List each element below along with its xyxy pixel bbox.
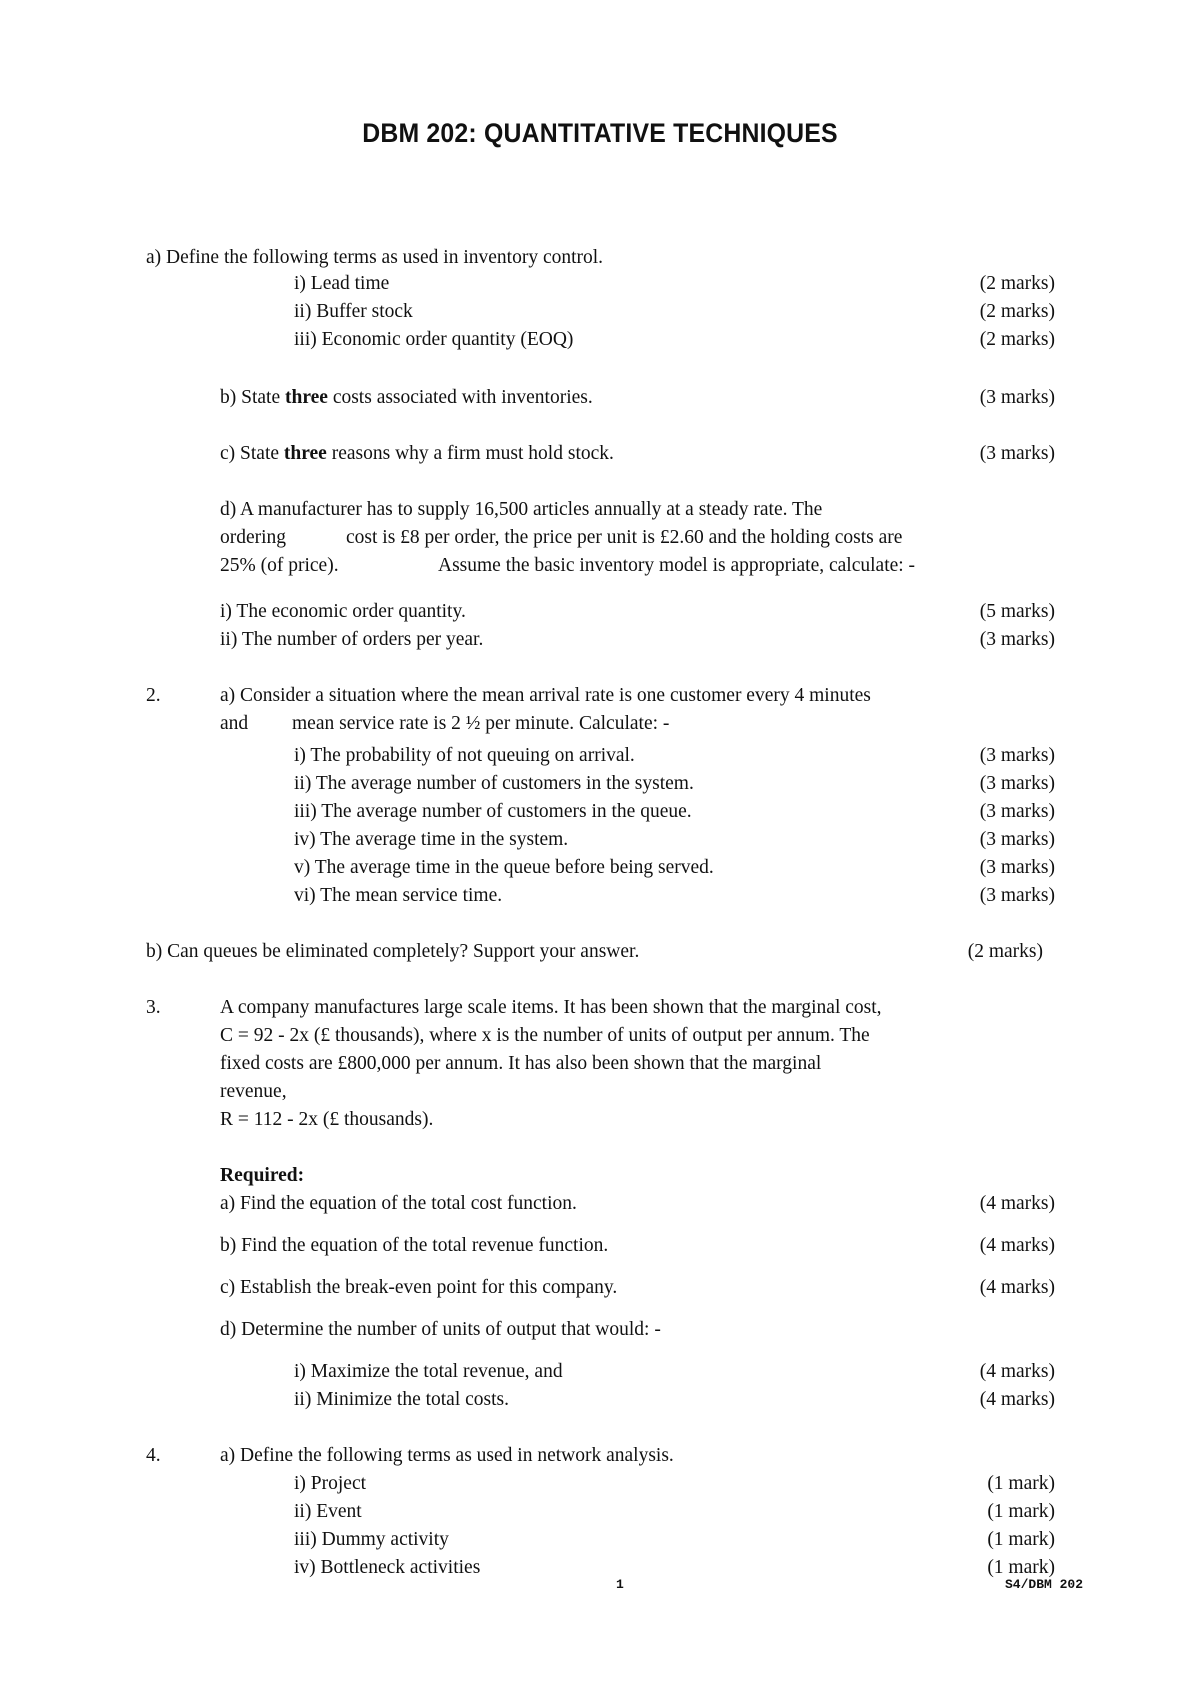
q2-a-line2b: mean service rate is 2 ½ per minute. Calculate: - — [292, 713, 670, 734]
q2-a-item-1-marks: (3 marks) — [979, 745, 1055, 766]
q2-a-item-2: ii) The average number of customers in the system. — [294, 773, 694, 794]
q1-b-post: costs associated with inventories. — [327, 387, 593, 408]
page-number: 1 — [616, 1577, 624, 1592]
q3-item-b-marks: (4 marks) — [979, 1235, 1055, 1256]
q2-a-item-6-marks: (3 marks) — [979, 885, 1055, 906]
q4-a-item-1: i) Project — [294, 1473, 367, 1494]
q1-a-item-1-marks: (2 marks) — [979, 273, 1055, 294]
q1-d-line3b: Assume the basic inventory model is appropriate, calculate: - — [438, 555, 916, 576]
q3-line-5: R = 112 - 2x (£ thousands). — [220, 1109, 434, 1130]
q1-a-item-1: i) Lead time — [294, 273, 390, 294]
q4-a-item-4-marks: (1 mark) — [987, 1557, 1055, 1578]
q3-d-item-1-marks: (4 marks) — [979, 1361, 1055, 1382]
q3-d-item-1: i) Maximize the total revenue, and — [294, 1361, 563, 1382]
q4-a-item-3: iii) Dummy activity — [294, 1529, 449, 1550]
q3-line-2: C = 92 - 2x (£ thousands), where x is the number of units of output per annum. The — [220, 1025, 870, 1046]
q4-a-text: a) Define the following terms as used in network analysis. — [220, 1445, 674, 1466]
q1-b-text — [220, 386, 593, 410]
q3-item-c-marks: (4 marks) — [979, 1277, 1055, 1298]
q3-item-d: d) Determine the number of units of output that would: - — [220, 1319, 661, 1340]
q1-c-bold: three — [283, 443, 327, 464]
q2-number: 2. — [146, 685, 161, 706]
q1-d-line2a: ordering — [220, 527, 287, 548]
q1-d-item-1: i) The economic order quantity. — [220, 601, 466, 622]
q2-a-item-6: vi) The mean service time. — [294, 885, 503, 906]
q1-d-line1: d) A manufacturer has to supply 16,500 articles annually at a steady rate. The — [220, 499, 823, 520]
q2-a-item-4-marks: (3 marks) — [979, 829, 1055, 850]
q1-d-line2b: cost is £8 per order, the price per unit is £2.60 and the holding costs are — [346, 527, 903, 548]
q4-a-item-2: ii) Event — [294, 1501, 362, 1522]
q2-a-item-3: iii) The average number of customers in the queue. — [294, 801, 692, 822]
q4-a-item-4: iv) Bottleneck activities — [294, 1557, 481, 1578]
q2-a-item-2-marks: (3 marks) — [979, 773, 1055, 794]
q1-a-item-3: iii) Economic order quantity (EOQ) — [294, 329, 574, 350]
q3-line-3: fixed costs are £800,000 per annum. It has also been shown that the marginal — [220, 1053, 822, 1074]
q1-c-pre: c) State — [220, 443, 284, 464]
q1-c-text — [220, 442, 614, 466]
q4-a-item-1-marks: (1 mark) — [987, 1473, 1055, 1494]
q2-a-item-1: i) The probability of not queuing on arrival. — [294, 745, 635, 766]
q1-a-item-2-marks: (2 marks) — [979, 301, 1055, 322]
q4-a-item-2-marks: (1 mark) — [987, 1501, 1055, 1522]
q1-d-line3a: 25% (of price). — [220, 555, 339, 576]
q2-a-item-3-marks: (3 marks) — [979, 801, 1055, 822]
q2-a-item-5: v) The average time in the queue before being served. — [294, 857, 714, 878]
q2-a-item-4: iv) The average time in the system. — [294, 829, 569, 850]
q1-c-marks: (3 marks) — [979, 443, 1055, 464]
q1-d-item-2-marks: (3 marks) — [979, 629, 1055, 650]
document-code: S4/DBM 202 — [1005, 1577, 1084, 1592]
q2-a-line1: a) Consider a situation where the mean arrival rate is one customer every 4 minutes — [220, 685, 871, 706]
q3-required-heading: Required: — [220, 1165, 305, 1186]
q1-c-post: reasons why a firm must hold stock. — [326, 443, 614, 464]
q3-number: 3. — [146, 997, 161, 1018]
q2-b-marks: (2 marks) — [967, 941, 1043, 962]
q1-b-pre: b) State — [220, 387, 285, 408]
q2-a-item-5-marks: (3 marks) — [979, 857, 1055, 878]
q1-d-item-2: ii) The number of orders per year. — [220, 629, 484, 650]
q2-b-text: b) Can queues be eliminated completely? Support your answer. — [146, 941, 640, 962]
q1-a-item-3-marks: (2 marks) — [979, 329, 1055, 350]
q3-line-1: A company manufactures large scale items. It has been shown that the marginal cost, — [220, 997, 882, 1018]
q1-b-bold: three — [284, 387, 328, 408]
q3-item-a-marks: (4 marks) — [979, 1193, 1055, 1214]
q3-item-b: b) Find the equation of the total revenue function. — [220, 1235, 609, 1256]
q3-item-c: c) Establish the break-even point for this company. — [220, 1277, 618, 1298]
q4-a-item-3-marks: (1 mark) — [987, 1529, 1055, 1550]
q3-d-item-2-marks: (4 marks) — [979, 1389, 1055, 1410]
page-title: DBM 202: QUANTITATIVE TECHNIQUES — [362, 118, 838, 148]
q4-number: 4. — [146, 1445, 161, 1466]
q1-a-item-2: ii) Buffer stock — [294, 301, 413, 322]
q2-a-line2a: and — [220, 713, 249, 734]
q1-a-intro: a) Define the following terms as used in inventory control. — [146, 247, 604, 268]
q3-item-a: a) Find the equation of the total cost function. — [220, 1193, 577, 1214]
q1-d-item-1-marks: (5 marks) — [979, 601, 1055, 622]
q1-b-marks: (3 marks) — [979, 387, 1055, 408]
q3-d-item-2: ii) Minimize the total costs. — [294, 1389, 510, 1410]
q3-line-4: revenue, — [220, 1081, 287, 1102]
